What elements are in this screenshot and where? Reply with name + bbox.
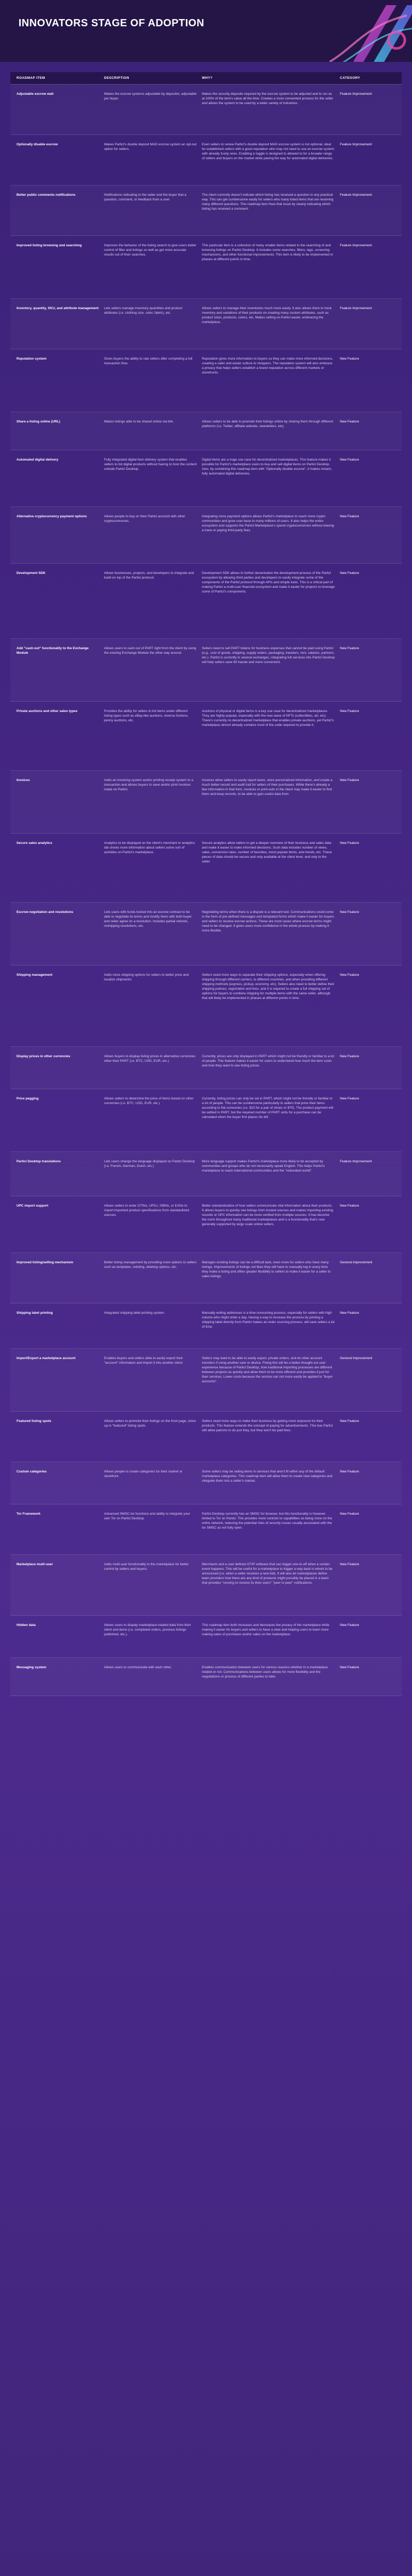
table-row (10, 834, 402, 903)
row-category: New Feature (340, 1470, 359, 1473)
row-description: Notifications indicating to the seller and the buyer that a question, comment, or feedback from a user. (104, 193, 186, 201)
row-description: Better listing management by providing more options to sellers such as templates, relisting, deleting options, etc. (104, 1261, 197, 1269)
row-roadmap-item: Marketplace multi-user (16, 1563, 53, 1566)
row-why: Integrating more payment options allows Particl's marketplace to reach more crypto communities and grow user base to many millions of users. It also helps the entire ecosystem and supports the Particl Marketplace's spend cryptocurrencies without leaving a trace or paying third-party fees. (202, 515, 334, 532)
table-row (10, 1303, 402, 1349)
row-roadmap-item: Development SDK (16, 571, 46, 575)
row-description: Allows users to communicate with each other. (104, 1666, 172, 1669)
roadmap-table (10, 72, 402, 1696)
row-category: New Feature (340, 910, 359, 914)
table-header (10, 72, 402, 84)
row-description: Gives buyers the ability to rate sellers after completing a full transaction flow. (104, 357, 193, 365)
row-roadmap-item: Add "cash-out" functionality to the Exchange Module (16, 647, 89, 655)
row-description: Makes listings able to be shared online via link. (104, 420, 174, 423)
row-roadmap-item: Price pegging (16, 1097, 39, 1100)
row-description: Allows sellers to enter GTINs, UPCs, ISBNs, or EANs to import important product specifications from standardized sources. (104, 1204, 190, 1217)
row-why: Enables communication between users for various reasons whether in a marketplace related or not. Communications between users allows for more flexibility and the negotiations or process of different parties to take. (202, 1666, 328, 1679)
row-category: New Feature (340, 1311, 359, 1315)
row-category: New Feature (340, 458, 359, 462)
table-row (10, 299, 402, 349)
table-row (10, 1658, 402, 1696)
row-why: Reputation gives more information to buyers so they can make more informed decisions, creating a safer and easier culture to shoppers. The reputation system will also embrace a privacy that helps sellers establish a brand reputation across different markets or storefronts. (202, 357, 333, 375)
row-description: Allows sellers to determine the price of items based on other currencies (i.e. BTC, USD, EUR, etc.) (104, 1097, 194, 1105)
row-description: Provides the ability for sellers to list items under different listing types such as eBay-like auctions, reverse fuctions, penny auctions, etc. (104, 709, 189, 722)
row-why: Sellers need to sell PART tokens for business expenses that cannot be paid using Particl (e.g., cost of goods, shipping, supply orders, packaging, travelers, rent, salaries, partners, etc.). Particl is currently in several exchanges, integrating full services into Particl Desktop will help sellers save 90 hassle and more convenient. (202, 647, 335, 664)
row-description: Lets users change the language displayed on Particl Desktop (i.e. French, German, Dutch, etc.) (104, 1160, 195, 1168)
row-why: More language support makes Particl's marketplace more likely to be accepted by communities and groups who do not necessarily speak English. This helps Particl's marketplace to reach international communities and the "redundant world". (202, 1160, 325, 1173)
row-why: Even sellers to renew Particl's double deposit MAD escrow system is not optional, ideal for established sellers with a good reputation who may not need to use an escrow system with already trusty ones. Enabling a toggle is designed to allowed to for a broader range of sellers and buyers on the market while paving the way for automated digital deliveries. (202, 143, 334, 160)
row-roadmap-item: Messaging system (16, 1666, 46, 1669)
row-description: Lets users with funds locked into an escrow contract to be able to negotiate its terms and modify them with both buyer and seller agree on a resolution. Includes partial refunds, reshipping resolutions, etc. (104, 910, 192, 928)
decorative-graphic (319, 0, 412, 62)
row-description: Lets sellers manage inventory quantities and product attributes (i.e. clothing size, color, fabric), etc. (104, 307, 183, 315)
row-category: Feature Improvement (340, 1160, 372, 1163)
header-category: CATEGORY (340, 76, 360, 80)
row-roadmap-item: Import/Export a marketplace account (16, 1357, 76, 1360)
row-description: Improves the behavior of the listing search to give users better control of filter and listings so well as get more accurate results out of their searches. (104, 244, 197, 257)
row-why: Makes the security deposits required by the escrow system to be adjusted and to run as at 100% of the item's value all the time. Creates a more convenient process for the seller and allows the system to be used by a wider variety of industries. (202, 92, 333, 105)
row-category: New Feature (340, 1097, 359, 1100)
row-roadmap-item: Share a listing online (URL) (16, 420, 60, 423)
row-description: Integrated shipping label printing system. (104, 1311, 165, 1315)
table-row (10, 702, 402, 771)
row-roadmap-item: Shipping label printing (16, 1311, 53, 1315)
row-roadmap-item: Inventory, quantity, SKU, and attribute management (16, 307, 99, 310)
row-roadmap-item: Automated digital delivery (16, 458, 59, 462)
table-row (10, 771, 402, 834)
table-row (10, 1047, 402, 1089)
row-category: General Improvement (340, 1357, 372, 1360)
row-why: Invoices allow sellers to easily report taxes, store personalized information, and create a much better record and audit trail for sellers of their purchases. While there's already a few information in that form, invoices or print-outs in the client may make it easier to find them and keep records, to be able to gain useful data from. (202, 778, 333, 796)
row-category: Feature Improvement (340, 244, 372, 247)
row-category: New Feature (340, 647, 359, 650)
row-why: This roadmap item both increases and decreases the privacy of the marketplace while making it easier for buyers and sellers to have a view and helping users to learn more making sales of purchases and/or sales on the marketplace. (202, 1623, 330, 1636)
row-roadmap-item: Improved listing browsing and searching (16, 244, 82, 247)
row-why: Negotiating terms when there is a dispute is a relevant tool. Communications could come in the form of pre-defined messages and templated forms which make it easier for buyers and sellers to resolve escrow actions. These are most cases where escrow terms might need to be changed. It gives users more confidence in the whole process by making it more flexible. (202, 910, 334, 933)
row-roadmap-item: Shipping management (16, 973, 53, 977)
row-description: Allows businesses, projects, and developers to integrate and build on top of the Particl protocol. (104, 571, 194, 580)
row-description: Allows users to cash out of PART right from the client by using the existing Exchange Module the other way around. (104, 647, 196, 655)
row-category: General Improvement (340, 1261, 372, 1264)
row-category: New Feature (340, 1623, 359, 1627)
row-category: New Feature (340, 1055, 359, 1058)
row-description: Makes Particl's double deposit MAD escrow system an opt-out option for sellers. (104, 143, 197, 151)
row-roadmap-item: Display prices in other currencies (16, 1055, 71, 1058)
table-row (10, 507, 402, 564)
row-category: New Feature (340, 1512, 359, 1516)
table-row (10, 135, 402, 185)
row-description: Allows buyers to display listing prices in alternative currencies other than PART (i.e. BTC, USD, EUR, etc.) (104, 1055, 196, 1063)
row-description: Advanced SMSC-tor functions and ability to integrate your own Tor on Particl Desktop. (104, 1512, 190, 1520)
row-why: The client currently doesn't indicate which listing has received a question in any practical way. This can get cumbersome easily for sellers who many listed items that are receiving many different questions. This roadmap item fixes that issue by clearly indicating which listing has received a comment. (202, 193, 334, 211)
row-why: Allows sellers to be able to promote their listings online by sharing them through different platforms (i.e. Twitter, affiliate website, newsletters, etc). (202, 420, 333, 428)
row-roadmap-item: Improved listing/selling mechanism (16, 1261, 74, 1264)
row-why: Currently, prices are only displayed in PART which might not be friendly or familiar to a lot of people. This feature makes it easier for users to understand how much the item costs and how they want to see listing prices. (202, 1055, 334, 1067)
row-description: Makes the escrow systems adjustable by depositor, adjustable per buyer. (104, 92, 197, 100)
row-roadmap-item: Reputation system (16, 357, 47, 361)
row-category: New Feature (340, 1419, 359, 1423)
table-body (10, 84, 402, 1696)
table-row (10, 1555, 402, 1616)
row-category: Feature Improvement (340, 143, 372, 146)
row-category: Feature Improvement (340, 193, 372, 197)
header-why: WHY? (202, 76, 213, 80)
row-why: Some sellers may be selling items in services that aren't fit within any of the default marketplace categories. This roadmap item will allow them to create new categories and integrate them into a seller's market. (202, 1470, 333, 1483)
row-category: New Feature (340, 1204, 359, 1208)
row-category: Feature Improvement (340, 92, 372, 96)
row-roadmap-item: Featured listing spots (16, 1419, 52, 1423)
row-category: New Feature (340, 357, 359, 361)
row-roadmap-item: Particl Desktop translations (16, 1160, 61, 1163)
row-roadmap-item: Hidden data (16, 1623, 36, 1627)
row-why: Particl Desktop currently has an SMSC for browser, but this functionality is however limited to Tor on Particl. This provides more controls to capabilities as being more on the entire network, reducing the potential risks of security issues usually associated with the tor SMSC as not fully open. (202, 1512, 333, 1530)
row-why: Secure analytics allow sellers to get a deeper overview of their business and sales data and make it easier to make informed decisions. Such data includes number of views, sales, conversion rates, number of favorites, most popular items, and trends, etc. These pieces of data should be secure and only available at the client level, and only to the seller. (202, 841, 332, 863)
row-roadmap-item: Custom categories (16, 1470, 47, 1473)
row-description: Allows sellers to promote their listings on the front page, show up in "featured" listing spots. (104, 1419, 196, 1428)
row-why: This particular item is a collection of many smaller items related to the searching of and browsing listings on Particl Desktop. It includes some searches, filters, tags, screening mechanisms, and other functional improvements. This item is likely to be implemented in phases at different points in time. (202, 244, 333, 261)
header-roadmap-item: ROADMAP ITEM (16, 76, 45, 80)
row-description: Analytics to be displayed on the client's merchant or analytics tab shows more information about sellers some sort of activities on Particl's marketplace. (104, 841, 195, 854)
row-description: Enables buyers and sellers alike to easily export their "account" information and import it into another client. (104, 1357, 183, 1365)
table-row (10, 1616, 402, 1658)
row-why: Sellers need more ways to make their business by getting more exposure for their products. This feature extends the concept of paying for advertisements. This has Particl still allow patrons to do just they, but they won't be paid fees. (202, 1419, 333, 1432)
row-why: Sellers may want to be able to easily export, private orders, and do other account transfers if using another user or device. Fixing this will be a better-thought-out user experience because of Particl Desktop, how traditional importing processes are different between projects as quickly and allow them to be more efficient and provides it just for their services. Lower costs because the service can not more easily be applied to "buyer accounts". (202, 1357, 333, 1383)
table-row (10, 1462, 402, 1504)
row-category: New Feature (340, 571, 359, 575)
table-row (10, 185, 402, 236)
row-why: Development SDK allows to further decentralize the development process of the Particl ecosystem by allowing third parties and developers to easily integrate some of the components of the Particl protocol through APIs and simple tools. This is a critical part of making Particl a multi-user financial ecosystem and make it easier for projects to leverage some of Particl's components. (202, 571, 335, 594)
table-row (10, 965, 402, 1047)
row-roadmap-item: UPC import support (16, 1204, 48, 1208)
row-category: New Feature (340, 420, 359, 423)
row-category: New Feature (340, 709, 359, 713)
table-row (10, 236, 402, 299)
table-row (10, 1196, 402, 1253)
table-row (10, 903, 402, 965)
row-description: Adds more shipping options for sellers to better price and localize shipments. (104, 973, 189, 981)
row-description: Allows users to display marketplace-related data from their client and items (i.e. completed orders, previous listings published, etc.). (104, 1623, 191, 1636)
row-roadmap-item: Escrow negotiation and resolutions (16, 910, 74, 914)
row-why: Currently, listing prices can only be set in PART, which might not be friendly or familiar to a lot of people. This can be cumbersome particularly to sellers that price their items according to flat currencies (i.e. $10 for a pair of shoes or $70). The product payment will be settled in PART, but the required number of PART units for a purchase can be calculated when the buyer first places his bill. (202, 1097, 333, 1119)
row-why: Allows sellers to manage their inventories much more easily. It also allows them to track inventory and variations of their products on creating many custom attributes, such as product sizes, products, colors, etc. Makes selling on Particl easier, embracing the marketplace. (202, 307, 332, 324)
row-description: Adds multi-user functionality to the marketplace for better control by sellers and buyers. (104, 1563, 189, 1571)
row-category: Feature Improvement (340, 307, 372, 310)
header-description: DESCRIPTION (104, 76, 129, 80)
row-description: Allows people to buy on their Particl account with other cryptocurrencies. (104, 515, 185, 523)
row-why: Sellers need more ways to separate their shipping options, especially when offering shipping through different carriers, to different countries, and when providing different shipping methods (express, pickup, economy, etc). Sellers also need to better define their shipping policies, registration and fees, and it is required to create a full shipping set of options for buyers to combine shipping for multiple items with the same seller, although that will likely be implemented in phases at different points in time. (202, 973, 335, 1000)
row-roadmap-item: Optionally disable escrow (16, 143, 58, 146)
row-description: Fully integrated digital item delivery system that enables sellers to list digital products without having to host the content outside Particl Desktop. (104, 458, 197, 471)
page-header (0, 0, 412, 62)
table-row (10, 84, 402, 135)
row-category: New Feature (340, 973, 359, 977)
row-roadmap-item: Adjustable escrow wait (16, 92, 54, 96)
row-roadmap-item: Private auctions and other sales types (16, 709, 78, 713)
table-row (10, 1412, 402, 1462)
row-roadmap-item: Better public comments notifications (16, 193, 76, 197)
table-row (10, 349, 402, 412)
table-row (10, 1253, 402, 1303)
row-why: Better standardization of how sellers communicate vital information about their products. It allows buyers to quickly see listings from trusted sources and makes importing existing records or UPC information can be more verified from multiple sources. It has become the norm throughout many traditional marketplaces and is a functionality that's now generally supported by large scale online sellers. (202, 1204, 333, 1226)
row-description: Allows people to create categories for their market or storefront. (104, 1470, 183, 1478)
row-category: New Feature (340, 1563, 359, 1566)
row-why: Auctions of physical or digital items is a key use case for decentralized marketplaces. They are highly popular, especially with the new wave of NFTs (collectibles, art, etc). There's currently no decentralized marketplace that enables private auctions, yet Particl's marketplace almost already contains most of the code required to provide it. (202, 709, 334, 727)
row-why: Manually writing addresses is a time-consuming process, especially for sellers with high volume who might order a day. Having a way to increase the process by printing a shipping label directly from Particl makes an order sourcing process, will save sellers a lot of time. (202, 1311, 335, 1329)
table-row (10, 639, 402, 702)
table-row (10, 1349, 402, 1412)
row-why: Manages existing listings can be a difficult task, even more for sellers who have many listings. Improvements of listings not likes they will have to manually log in every time they make a listing and offers greater flexibility to sellers to make it easier for a seller to sales listings. (202, 1261, 331, 1278)
row-description: Adds an invoicing system and/or printing receipt system to a transaction and allows buyers to save and/or print invoices made on Particl. (104, 778, 194, 791)
table-row (10, 1152, 402, 1196)
table-row (10, 450, 402, 507)
table-row (10, 1504, 402, 1555)
row-why: Digital items are a huge use case for decentralized marketplaces. This feature makes it possible for Particl's marketplace users to buy and sell digital items on Particl Desktop. Also, by combining this roadmap item with "Optionally disable escrow", it makes instant, fully automated digital deliveries. (202, 458, 332, 476)
row-category: New Feature (340, 515, 359, 518)
row-roadmap-item: Tor Framework (16, 1512, 41, 1516)
row-why: Merchants and a user defined GTIP software that can trigger one-to-off when a certain event happens. This will be useful for a marketplace to trigger a way back in whom to be announced (i.e. when a seller receives a new bid). It will also let marketplaces define team providers how there are any kind of products might possibly be placed in a team that provides "running to receive its their users" "peer to peer" notifications. (202, 1563, 333, 1585)
row-category: New Feature (340, 841, 359, 845)
table-row (10, 1089, 402, 1152)
page-title: INNOVATORS STAGE OF ADOPTION (19, 18, 204, 29)
row-category: New Feature (340, 1666, 359, 1669)
row-roadmap-item: Alternative cryptocurrency payment options (16, 515, 87, 518)
row-category: New Feature (340, 778, 359, 782)
table-row (10, 412, 402, 450)
table-row (10, 564, 402, 639)
row-roadmap-item: Invoices (16, 778, 30, 782)
row-roadmap-item: Secure sales analytics (16, 841, 53, 845)
